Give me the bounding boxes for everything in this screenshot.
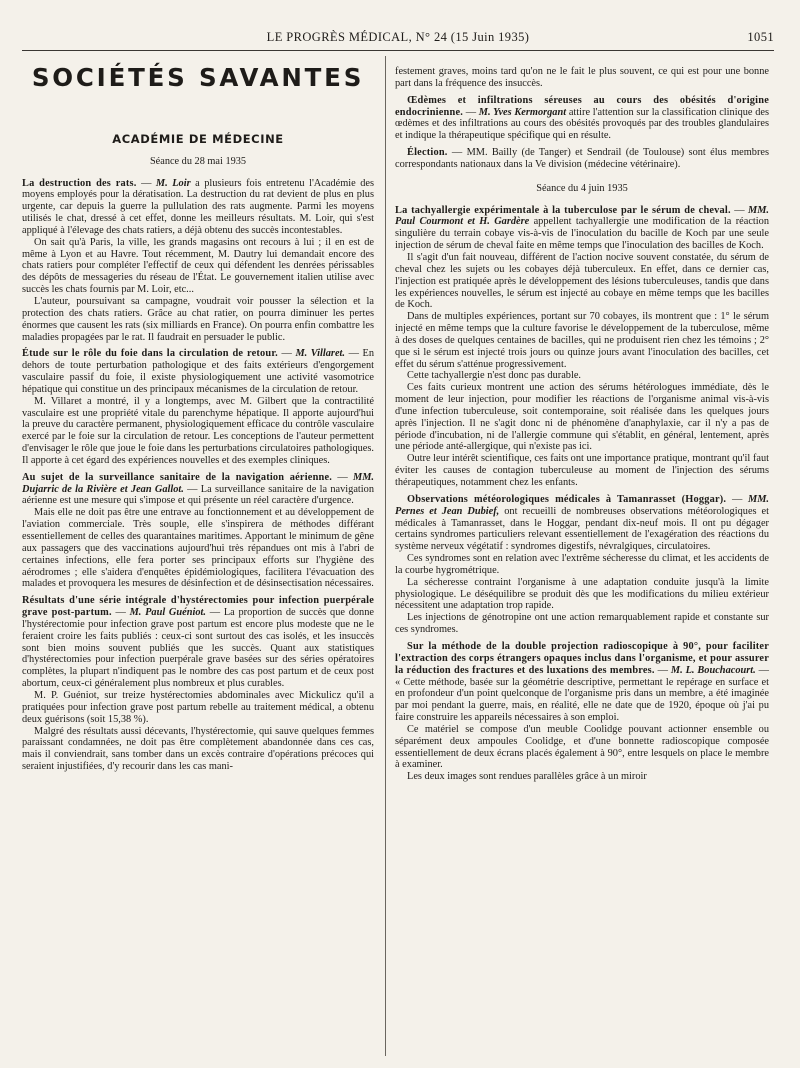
journal-title: LE PROGRÈS MÉDICAL, N° 24 (15 Juin 1935) <box>266 30 530 44</box>
article-title: Résultats d'une série intégrale d'hystérectomies pour infection puerpérale grave post-partum. <box>22 595 374 619</box>
article-text: appellent tachyallergie une modification de la réaction singulière du terrain cobaye vis-à-vis de l'inoculation du bacille de Koch par une seule injection de sérum de cheval faite en même temps que l'inoculation des bacilles de Koch. <box>395 216 770 252</box>
seance-date-2: Séance du 4 juin 1935 <box>536 182 628 194</box>
article-text: On sait qu'à Paris, la ville, les grands magasins ont recours à lui ; il en est de même à Lyon et au Havre. Tout récemment, M. Dautry lui demandait encore des chats ratiers pour compléter l'effectif de ceux qui défendent les denrées périssables des dépôts de messageries du réseau de l'État. Le gouvernement italien utilise avec succès les chats fournis par M. Loir, etc... <box>22 236 374 296</box>
article-text: Les injections de génotropine ont une action remarquablement rapide et constante sur ces syndromes. <box>395 612 769 636</box>
article-title: La destruction des rats. <box>22 177 137 189</box>
article-text: L'auteur, poursuivant sa campagne, voudrait voir pousser la sélection et la protection des chats ratiers. Grâce au chat ratier, on pourra diminuer les pertes énormes que causent les rats (six milliards en France). On pourra enfin combattre les maladies propagées par le rat. Il faudrait en persuader le public. <box>22 295 374 343</box>
article-text: En dehors de toute perturbation pathologique et des faits extérieurs d'engorgement vasculaire passif du foie, il existe physiologiquement une activité vasomotrice hépatique qui constitue un des principaux mécanismes de la circulation de retour. <box>22 348 374 395</box>
article-text: M. Villaret a montré, il y a longtemps, avec M. Gilbert que la contractilité vasculaire est une propriété vitale du parenchyme hépatique. Il apporte aujourd'hui la preuve du caractère permanent, physiologiquement efficace du contrôle vasculaire exercé par le foie sur la circulation de retour. Les conceptions de l'auteur permettent d'envisager le rôle que joue le foie dans les perturbations circulatoires pathologiques. Il apporte à cet égard des expériences nouvelles et des exemples cliniques. <box>22 395 374 466</box>
article-author: M. L. Bouchacourt. <box>670 664 756 676</box>
article-author: M. Paul Guéniot. <box>129 607 207 619</box>
article-title: La tachyallergie expérimentale à la tuberculose par le sérum de cheval. <box>395 204 731 216</box>
article-author: M. Loir <box>155 177 191 189</box>
seance-date: Séance du 28 mai 1935 <box>149 155 247 167</box>
article-text: ont recueilli de nombreuses observations météorologiques et médicales à Tamanrasset, dans le Hoggar, pendant dix-neuf mois. Il ont pu dégager certains syndromes particuliers relevant essentiellement de l'exagération des réactions du système nerveux végétatif : syndromes digestifs, névralgiques, circulatoires. <box>395 505 769 553</box>
article-text: Dans de multiples expériences, portant sur 70 cobayes, ils montrent que : 1° le sérum injecté en même temps que la culture favorise le développement de la tuberculose, même à des doses de quelques centaines de bacilles, qui ne produisent rien chez les témoins ; 2° que si le sérum est injecté trois jours ou quinze jours avant l'inoculation des bacilles, cet effet du sérum s'atténue progressivement. <box>395 311 769 370</box>
academy-heading: ACADÉMIE DE MÉDECINE <box>112 131 284 146</box>
article-rats: La destruction des rats. — M. Loir a plusieurs fois entretenu l'Académie des moyens employés pour la dératisation. La destruction du rat devient de plus en plus urgente, car depuis la guerre la pullulation des rats augmente. Parmi les moyens utilisés le chat, dressé à cet effet, donne les meilleurs résultats. M. Loir, qui s'est appliqué à l'élevage des chats ratiers, a déjà obtenu des succès incontestables. On sait qu'à Paris, la ville, les grands magasins ont recours à lui ; il en est de même à Lyon et au Havre. Tout récemment, M. Dautry lui demandait encore des chats ratiers pour compléter l'effectif de ceux qui défendent les denrées périssables des dépôts de messageries du réseau de l'État. Le gouvernement italien utilise avec succès les chats fournis par M. Loir, etc... L'auteur, poursuivant sa campagne, voudrait voir pousser la sélection et la protection des chats ratiers. Grâce au chat ratier, on pourra diminuer les pertes énormes que causent les rats (six milliards en France). On pourra enfin combattre les maladies propagées par le rat. Il faudrait en persuader le public. <box>22 177 375 343</box>
article-text: Outre leur intérêt scientifique, ces faits ont une importance pratique, montrant qu'il faut éviter les causes de contagion tuberculeuse au moment de l'injection des sérums thérapeutiques, notamment chez les enfants. <box>395 453 769 488</box>
article-author: M. Yves Kermorgant <box>478 106 567 118</box>
article-author: M. Villaret. <box>295 348 346 360</box>
article-radioscopie: Sur la méthode de la double projection radioscopique à 90°, pour faciliter l'extraction des corps étrangers opaques inclus dans l'organisme, et pour assurer la réduction des fractures et des luxations des membres. — M. L. Bouchacourt. — « Cette méthode, basée sur la géométrie descriptive, permettant le repérage en surface et en profondeur d'un point quelconque de l'organisme pris dans un membre, a été imaginée par moi pendant la guerre, mais, en réalité, elle ne date que de 1920, époque où j'ai pu faire construire les appareils nécessaires à son emploi. Ce matériel se compose d'un meuble Coolidge pouvant actionner ensemble ou séparément deux ampoules Coolidge, et d'une bonnette radioscopique composée essentiellement de deux écrans placés également à 90°, entre lesquels on place le membre à examiner. Les deux images sont rendues parallèles grâce à un miroir <box>395 640 770 783</box>
left-column <box>22 60 374 773</box>
article-text: Ces faits curieux montrent une action des sérums hétérologues immédiate, dès le moment de leur injection, pour modifier les réactions de l'organisme animal vis-à-vis d'une infection tuberculeuse, soit contemporaine, soit réalisée dans les quelques jours après l'injection. Il ne s'agit donc ni de phénomène d'anaphylaxie, car il n'y a pas de période d'incubation, ni de l'allergie commune qui s'établit, en général, lentement, après une période anté-allergique, qui n'existe pas ici. <box>395 382 769 453</box>
article-text: La sécheresse contraint l'organisme à une adaptation conduite jusqu'à la limite physiologique. Le déséquilibre se produit dès que les modifications du milieu extérieur nécessitent une adaptation trop rapide. <box>395 576 769 612</box>
page-number: 1051 <box>747 30 774 44</box>
article-title: Au sujet de la surveillance sanitaire de la navigation aérienne. <box>22 471 333 483</box>
article-text: La proportion de succès que donne l'hystérectomie pour infection grave post partum est encore plus modeste que ne le feraient croire les faits publiés : ceux-ci sont surtout des cas isolés, et les insuccès sont bien moins souvent publiés que les succès. Quant aux statistiques d'hystérectomies pour infection puerpérale grave basées sur des séries opératoires complètes, la plupart n'indiquent pas le nombre des cas post partum et de ceux post abortum, ceux-ci généralement plus nombreux et plus curables. <box>22 607 374 690</box>
page-header <box>22 30 774 50</box>
article-hysterectomies: Résultats d'une série intégrale d'hystérectomies pour infection puerpérale grave post-partum. — M. Paul Guéniot. — La proportion de succès que donne l'hystérectomie pour infection grave post partum est encore plus modeste que ne le feraient croire les faits publiés : ceux-ci sont surtout des cas isolés, et les insuccès sont bien moins souvent publiés que les succès. Quant aux statistiques d'hystérectomies pour infection puerpérale grave basées sur des séries opératoires complètes, la plupart n'indiquent pas le nombre des cas post partum et de ceux post abortum, ceux-ci généralement plus nombreux et plus curables. M. P. Guéniot, sur treize hystérectomies abdominales avec Mickulicz qu'il a pratiquées pour infection grave post partum rebelle au traitement médical, a obtenu deux guérisons (soit 15,38 %). Malgré des résultats aussi décevants, l'hystérectomie, qui sauve quelques femmes paraissant condamnées, ne doit pas être complètement abandonnée dans ces cas, mais il conviendrait, sans tomber dans un excès contraire d'opérations précoces qui seraient injustifiées, d'y recourir dans les cas mani- <box>22 595 374 773</box>
article-title: Élection. <box>407 147 448 159</box>
article-navigation: Au sujet de la surveillance sanitaire de la navigation aérienne. — MM. Dujarric de la Rivière et Jean Gallot. — La surveillance sanitaire de la navigation aérienne est une mesure qui s'impose et qui présente un réel caractère d'urgence. Mais elle ne doit pas être une entrave au fonctionnement et au développement de l'aviation commerciale. Très souple, elle s'inspirera de méthodes différant essentiellement de celles des quarantaines maritimes. Apportant le minimum de gêne aux passagers que des vaccinations aujourd'hui très répandues ont mis à l'abri de certaines infections, elle fera porter ses principaux efforts sur l'hygiène des aérodromes ; elle s'aidera d'enquêtes épidémiologiques, facilitera l'évacuation des malades et provoquera les mesures de désinfection et de désinsectisation nécessaires. <box>22 471 375 590</box>
article-text: Mais elle ne doit pas être une entrave au fonctionnement et au développement de l'aviation commerciale. Très souple, elle s'inspirera de méthodes différant essentiellement de celles des quarantaines maritimes. Apportant le minimum de gêne aux passagers que des vaccinations aujourd'hui très répandues ont mis à l'abri de certaines infections, elle fera porter ses principaux efforts sur l'hygiène des aérodromes ; elle s'aidera d'enquêtes épidémiologiques, facilitera l'évacuation des malades et provoquera les mesures de désinfection et de désinsectisation nécessaires. <box>22 507 374 590</box>
column-divider <box>385 56 386 1056</box>
article-author: MM. Pernes et Jean Dubief, <box>395 493 769 517</box>
article-text: « Cette méthode, basée sur la géométrie descriptive, permettant le repérage en surface et en profondeur d'un point quelconque de l'organisme pris dans un membre, a été imaginée par moi pendant la guerre, mais, en réalité, elle ne date que de 1920, époque où j'ai pu faire construire les appareils nécessaires à son emploi. <box>395 676 769 724</box>
article-title: Observations météorologiques médicales à Tamanrasset (Hoggar). <box>407 493 727 505</box>
article-foie: Étude sur le rôle du foie dans la circulation de retour. — M. Villaret. — En dehors de toute perturbation pathologique et des faits extérieurs d'engorgement vasculaire passif du foie, il existe physiologiquement une activité vasomotrice hépatique qui constitue un des principaux mécanismes de la circulation de retour. M. Villaret a montré, il y a longtemps, avec M. Gilbert que la contractilité vasculaire est une propriété vitale du parenchyme hépatique. Il apporte aujourd'hui la preuve du caractère permanent, physiologiquement efficace du contrôle vasculaire exercé par le foie sur la circulation de retour. Les conceptions de l'auteur permettent d'envisager le rôle que joue le foie dans les perturbations circulatoires pathologiques. Il apporte à cet égard des expériences nouvelles et des exemples cliniques. <box>22 348 374 466</box>
article-text: Malgré des résultats aussi décevants, l'hystérectomie, qui sauve quelques femmes paraissant condamnées, ne doit pas être complètement abandonnée dans ces cas, mais il conviendrait, sans tomber dans un excès contraire d'opérations précoces qui seraient injustifiées, d'y recourir dans les cas mani- <box>22 725 374 773</box>
header-rule <box>22 50 774 51</box>
article-text: Les deux images sont rendues parallèles grâce à un miroir <box>407 771 647 783</box>
article-author: MM. Dujarric de la Rivière et Jean Gallot. <box>22 471 375 495</box>
article-tachyallergie: La tachyallergie expérimentale à la tuberculose par le sérum de cheval. — MM. Paul Courmont et H. Gardère appellent tachyallergie une modification de la réaction singulière du terrain cobaye vis-à-vis de l'inoculation du bacille de Koch par une seule injection de sérum de cheval faite en même temps que l'inoculation des bacilles de Koch. Il s'agit d'un fait nouveau, différent de l'action nocive souvent constatée, du sérum de cheval chez les sujets ou les cobayes déjà tuberculeux. En effet, dans ce dernier cas, l'injection est pratiquée après le développement des lésions tuberculeuses, tandis que dans les expériences nouvelles, le sérum est injecté au cobaye en même temps que les bacilles de Koch. Dans de multiples expériences, portant sur 70 cobayes, ils montrent que : 1° le sérum injecté en même temps que la culture favorise le développement de la tuberculose, même à des doses de quelques centaines de bacilles, qui ne produisent rien chez les témoins ; 2° que si le sérum est injecté trois jours ou quinze jours avant l'inoculation des bacilles, cet effet du sérum s'atténue progressivement. Cette tachyallergie n'est donc pas durable. Ces faits curieux montrent une action des sérums hétérologues immédiate, dès le moment de leur injection, pour modifier les réactions de l'organisme animal vis-à-vis d'une infection tuberculeuse, soit contemporaine, soit réalisée dans les quelques jours après l'injection. Il ne s'agit donc ni de phénomène d'anaphylaxie, car il n'y a pas de période d'incubation, ni de l'allergie commune qui s'établit, en général, lentement, après une période anté-allergique, qui n'existe pas ici. Outre leur intérêt scientifique, ces faits ont une importance pratique, montrant qu'il faut éviter les causes de contagion tuberculeuse au moment de l'injection des sérums thérapeutiques, notamment chez les enfants. <box>395 204 770 488</box>
continued-text: festement graves, moins tard qu'on ne le fait le plus souvent, ce qui est pour une bonne part dans la fréquence des insuccès. <box>395 66 769 89</box>
article-text: M. P. Guéniot, sur treize hystérectomies abdominales avec Mickulicz qu'il a pratiquées pour infection grave post partum rebelle au traitement médical, a obtenu deux guérisons (soit 15,38 %). <box>22 689 374 725</box>
article-text: attire l'attention sur la classification clinique des œdèmes et des infiltrations au cours des obésités provoqués par des troubles glandulaires et indique la thérapeutique spécifique qui en résulte. <box>395 106 770 142</box>
article-title: Étude sur le rôle du foie dans la circulation de retour. <box>22 348 278 360</box>
article-text: Ce matériel se compose d'un meuble Coolidge pouvant actionner ensemble ou séparément deux ampoules Coolidge, et d'une bonnette radioscopique composée essentiellement de deux écrans placés également à 90°, entre lesquels on place le membre à examiner. <box>395 723 769 771</box>
article-text: La surveillance sanitaire de la navigation aérienne est une mesure qui s'impose et qui présente un réel caractère d'urgence. <box>22 483 374 507</box>
article-title: Œdèmes et infiltrations séreuses au cours des obésités d'origine endocrinienne. <box>395 94 769 118</box>
article-election: Élection. — MM. Bailly (de Tanger) et Sendrail (de Toulouse) sont élus membres correspondants nationaux dans la Ve division (médecine vétérinaire). <box>395 147 770 170</box>
article-author: MM. Paul Courmont et H. Gardère <box>395 204 770 228</box>
article-oedemes: Œdèmes et infiltrations séreuses au cours des obésités d'origine endocrinienne. — M. Yves Kermorgant attire l'attention sur la classification clinique des œdèmes et des infiltrations au cours des obésités provoqués par des troubles glandulaires et indique la thérapeutique spécifique qui en résulte. <box>395 94 770 142</box>
article-tamanrasset: Observations météorologiques médicales à Tamanrasset (Hoggar). — MM. Pernes et Jean Dubief, ont recueilli de nombreuses observations météorologiques et médicales à Tamanrasset, dans le Hoggar, pendant dix-neuf mois. Il ont pu dégager certains syndromes particuliers relevant essentiellement de l'exagération des réactions du système nerveux végétatif : syndromes digestifs, névralgiques, circulatoires. Ces syndromes sont en relation avec l'extrême sécheresse du climat, et les accidents de la courbe hygrométrique. La sécheresse contraint l'organisme à une adaptation conduite jusqu'à la limite physiologique. Le déséquilibre se produit dès que les modifications du milieu extérieur nécessitent une adaptation trop rapide. Les injections de génotropine ont une action remarquablement rapide et constante sur ces syndromes. <box>395 493 769 636</box>
section-title: SOCIÉTÉS SAVANTES <box>31 63 365 92</box>
right-column <box>395 66 769 783</box>
article-text: a plusieurs fois entretenu l'Académie des moyens employés pour la dératisation. La destruction du rat devient de plus en plus urgente, car depuis la guerre la pullulation des rats augmente. Parmi les moyens utilisés le chat, dressé à cet effet, donne les meilleurs résultats. M. Loir, qui s'est appliqué à l'élevage des chats ratiers, a déjà obtenu des succès incontestables. <box>22 177 375 236</box>
article-text: MM. Bailly (de Tanger) et Sendrail (de Toulouse) sont élus membres correspondants nationaux dans la Ve division (médecine vétérinaire). <box>395 147 770 170</box>
article-text: Cette tachyallergie n'est donc pas durable. <box>407 370 582 382</box>
article-text: Il s'agit d'un fait nouveau, différent de l'action nocive souvent constatée, du sérum de cheval chez les sujets ou les cobayes déjà tuberculeux. En effet, dans ce dernier cas, l'injection est pratiquée après le développement des lésions tuberculeuses, tandis que dans les expériences nouvelles, le sérum est injecté au cobaye en même temps que les bacilles de Koch. <box>395 251 769 311</box>
article-title: Sur la méthode de la double projection radioscopique à 90°, pour faciliter l'extraction des corps étrangers opaques inclus dans l'organisme, et pour assurer la réduction des fractures et des luxations des membres. <box>395 640 769 676</box>
article-text: Ces syndromes sont en relation avec l'extrême sécheresse du climat, et les accidents de la courbe hygrométrique. <box>395 553 769 576</box>
